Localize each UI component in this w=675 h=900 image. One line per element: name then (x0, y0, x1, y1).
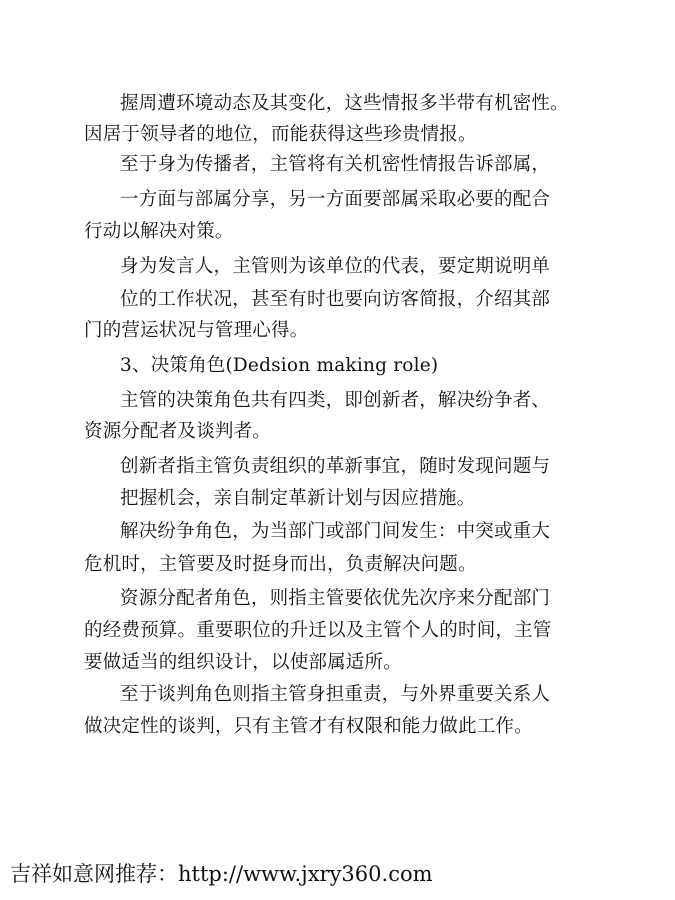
paragraph-line: 一方面与部属分享，另一方面要部属采取必要的配合 (120, 189, 551, 210)
paragraph-line: 要做适当的组织设计，以使部属适所。 (84, 652, 402, 673)
paragraph-line: 行动以解决对策。 (84, 221, 234, 242)
paragraph-line: 握周遭环境动态及其变化，这些情报多半带有机密性。 (120, 93, 569, 114)
paragraph-line: 至于身为传播者，主管将有关机密性情报告诉部属， (120, 154, 551, 175)
section-heading: 3、决策角色(Dedsion making role) (120, 355, 439, 376)
paragraph-line: 资源分配者及谈判者。 (84, 421, 272, 442)
paragraph-line: 危机时，主管要及时挺身而出，负责解决问题。 (84, 554, 477, 575)
paragraph-line: 做决定性的谈判，只有主管才有权限和能力做此工作。 (84, 716, 533, 737)
paragraph-line: 至于谈判角色则指主管身担重责，与外界重要关系人 (120, 684, 551, 705)
paragraph-line: 解决纷争角色，为当部门或部门间发生：中突或重大 (120, 521, 551, 542)
footer-recommendation-link[interactable]: 吉祥如意网推荐：http://www.jxry360.com (10, 862, 433, 886)
paragraph-line: 主管的决策角色共有四类，即创新者，解决纷争者、 (120, 390, 551, 411)
paragraph-line: 位的工作状况，甚至有时也要向访客简报，介绍其部 (120, 289, 551, 310)
paragraph-line: 身为发言人，主管则为该单位的代表，要定期说明单 (120, 256, 551, 277)
paragraph-line: 资源分配者角色，则指主管要依优先次序来分配部门 (120, 588, 551, 609)
paragraph-line: 的经费预算。重要职位的升迁以及主管个人的时间，主管 (84, 620, 552, 641)
paragraph-line: 创新者指主管负责组织的革新事宜，随时发现问题与 (120, 456, 551, 477)
paragraph-line: 把握机会，亲自制定革新计划与因应措施。 (120, 488, 476, 509)
paragraph-line: 门的营运状况与管理心得。 (84, 320, 309, 341)
paragraph-line: 因居于领导者的地位，而能获得这些珍贵情报。 (84, 124, 477, 145)
